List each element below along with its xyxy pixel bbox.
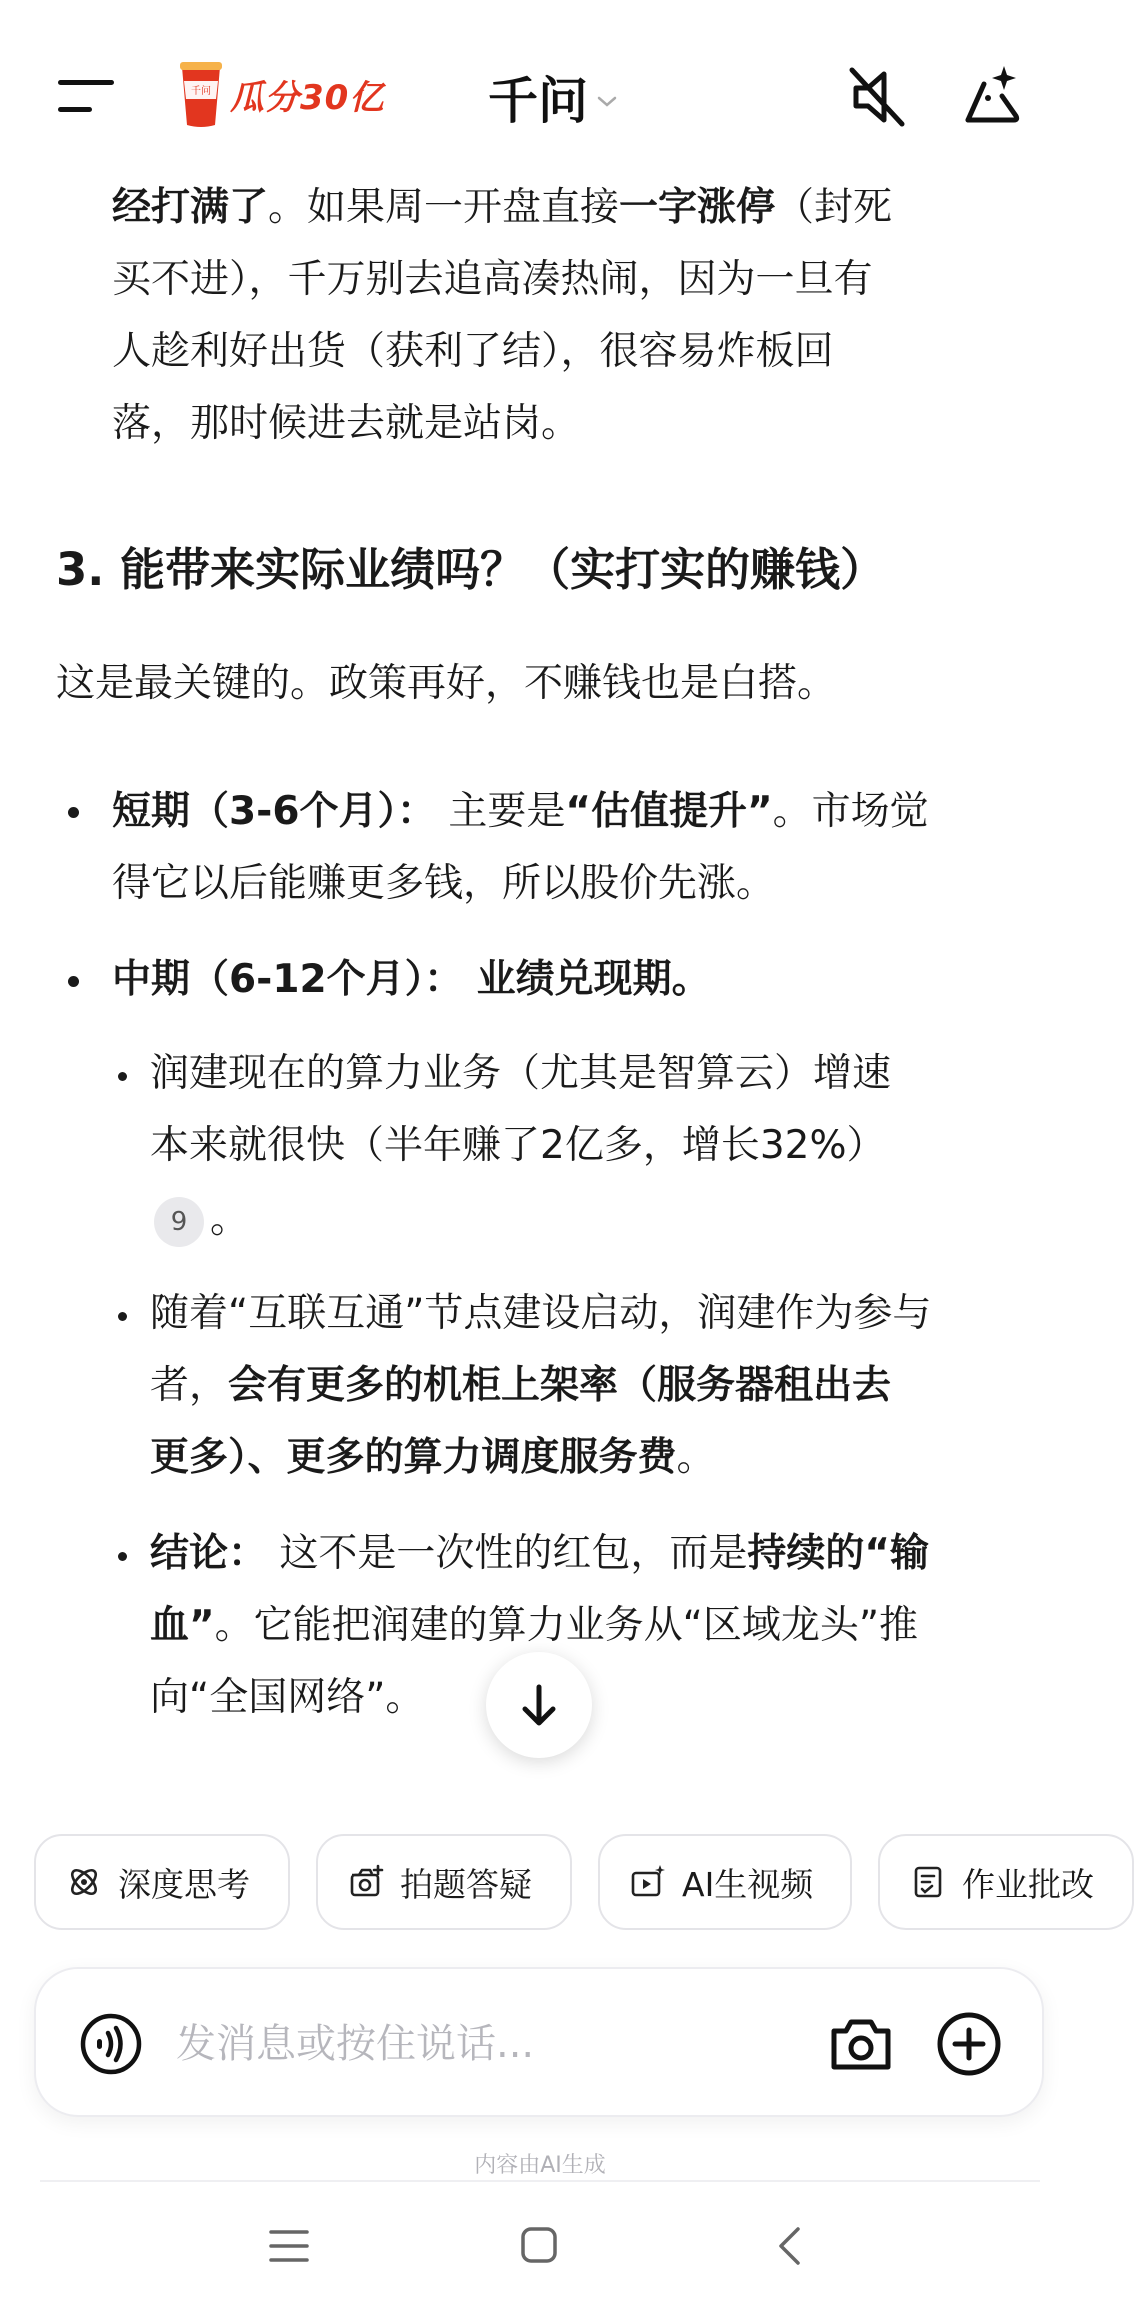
nav-back-icon[interactable] bbox=[776, 2226, 802, 2266]
intro-line-2: 买不进），千万别去追高凑热闹，因为一旦有 bbox=[112, 257, 873, 302]
text: 主要是 bbox=[435, 789, 566, 834]
divider bbox=[40, 2180, 1040, 2182]
chip-homework[interactable] bbox=[878, 1834, 1134, 1930]
chip-label: 拍题答疑 bbox=[400, 1864, 532, 1904]
sub-bullet-dot bbox=[118, 1552, 127, 1561]
intro-line-1 bbox=[112, 172, 892, 244]
bold-text: 会有更多的机柜上架率（服务器租出去 bbox=[228, 1363, 892, 1408]
homework-icon bbox=[910, 1864, 946, 1900]
promo-text: 瓜分30亿 bbox=[230, 77, 385, 118]
citation-badge[interactable]: 9 bbox=[154, 1197, 204, 1247]
text: 者， bbox=[150, 1363, 229, 1408]
text: （封死 bbox=[775, 185, 893, 230]
nav-recents-icon[interactable] bbox=[268, 2228, 310, 2264]
sub3-line-1 bbox=[150, 1518, 929, 1590]
sub2-line-2 bbox=[150, 1350, 891, 1422]
arrow-down-icon bbox=[517, 1681, 561, 1729]
bold-text: “估值提升” bbox=[565, 789, 773, 834]
text: 。市场觉 bbox=[772, 789, 929, 834]
message-input-bar bbox=[34, 1967, 1044, 2117]
chip-label: 深度思考 bbox=[118, 1864, 250, 1904]
video-spark-icon bbox=[630, 1864, 666, 1900]
top-bar bbox=[0, 0, 1080, 170]
page-title: 千问 bbox=[488, 72, 588, 130]
chip-deep-thinking[interactable] bbox=[34, 1834, 290, 1930]
camera-icon[interactable] bbox=[828, 2013, 894, 2075]
section-lead: 这是最关键的。政策再好，不赚钱也是白搭。 bbox=[56, 661, 837, 706]
chip-ai-video[interactable] bbox=[598, 1834, 852, 1930]
bold-text: 血” bbox=[150, 1603, 215, 1648]
text: 。 bbox=[210, 1197, 250, 1242]
intro-line-3: 人趁利好出货（获利了结），很容易炸板回 bbox=[112, 329, 834, 374]
intro-line-4: 落，那时候进去就是站岗。 bbox=[112, 401, 581, 446]
bold-text: 持续的“输 bbox=[747, 1531, 930, 1576]
sub2-line-1: 随着“互联互通”节点建设启动，润建作为参与 bbox=[150, 1291, 932, 1336]
text: 。它能把润建的算力业务从“区域龙头”推 bbox=[214, 1603, 919, 1648]
sub2-line-3 bbox=[150, 1422, 716, 1494]
ai-generated-note: 内容由AI生成 bbox=[474, 2153, 606, 2178]
plus-circle-icon[interactable] bbox=[936, 2011, 1002, 2077]
model-selector[interactable] bbox=[488, 62, 618, 132]
sub1-line-1: 润建现在的算力业务（尤其是智算云）增速 bbox=[150, 1051, 892, 1096]
message-input[interactable]: 发消息或按住说话... bbox=[176, 2021, 535, 2067]
text: 。如果周一开盘直接 bbox=[268, 185, 620, 230]
menu-icon[interactable] bbox=[58, 78, 118, 114]
sub3-line-3: 向“全国网络”。 bbox=[150, 1675, 425, 1720]
bold-text: 经打满了 bbox=[112, 185, 269, 230]
sub1-line-2: 本来就很快（半年赚了2亿多，增长32%） bbox=[150, 1123, 886, 1168]
bold-text: 更多）、更多的算力调度服务费 bbox=[150, 1435, 677, 1480]
promo-banner[interactable] bbox=[178, 58, 384, 130]
voice-wave-icon[interactable] bbox=[80, 2013, 142, 2075]
nav-home-icon[interactable] bbox=[520, 2226, 558, 2264]
new-chat-spark-icon[interactable] bbox=[958, 62, 1024, 128]
sub-bullet-dot bbox=[118, 1312, 127, 1321]
atom-icon bbox=[66, 1864, 102, 1900]
bold-text: 业绩兑现期。 bbox=[463, 957, 711, 1002]
scroll-to-bottom-button[interactable] bbox=[486, 1652, 592, 1758]
short-term-line-1 bbox=[112, 776, 929, 848]
text: 。 bbox=[676, 1435, 716, 1480]
camera-plus-icon bbox=[348, 1864, 384, 1900]
chip-label: AI生视频 bbox=[682, 1864, 814, 1904]
text: 这不是一次性的红包，而是 bbox=[267, 1531, 748, 1576]
chip-label: 作业批改 bbox=[962, 1864, 1094, 1904]
sub-bullet-dot bbox=[118, 1072, 127, 1081]
chevron-down-icon bbox=[596, 95, 618, 109]
short-term-line-2: 得它以后能赚更多钱，所以股价先涨。 bbox=[112, 861, 776, 906]
promo-cup-text: 千问 bbox=[191, 86, 211, 97]
speaker-mute-icon[interactable] bbox=[846, 64, 908, 130]
quick-action-chips bbox=[0, 1834, 1094, 1934]
sub1-line-3 bbox=[150, 1184, 249, 1256]
bold-text: 短期（3-6个月）： bbox=[112, 789, 436, 834]
bold-text: 结论： bbox=[150, 1531, 268, 1576]
bold-text: 中期（6-12个月）： bbox=[112, 957, 464, 1002]
message-content bbox=[0, 170, 1080, 1790]
mid-term-line bbox=[112, 944, 711, 1016]
chip-photo-question[interactable] bbox=[316, 1834, 572, 1930]
bullet-dot bbox=[68, 976, 79, 987]
cup-icon bbox=[178, 59, 224, 129]
bullet-dot bbox=[68, 807, 79, 818]
bold-text: 一字涨停 bbox=[619, 185, 776, 230]
section-heading: 3. 能带来实际业绩吗？（实打实的赚钱） bbox=[56, 543, 886, 596]
